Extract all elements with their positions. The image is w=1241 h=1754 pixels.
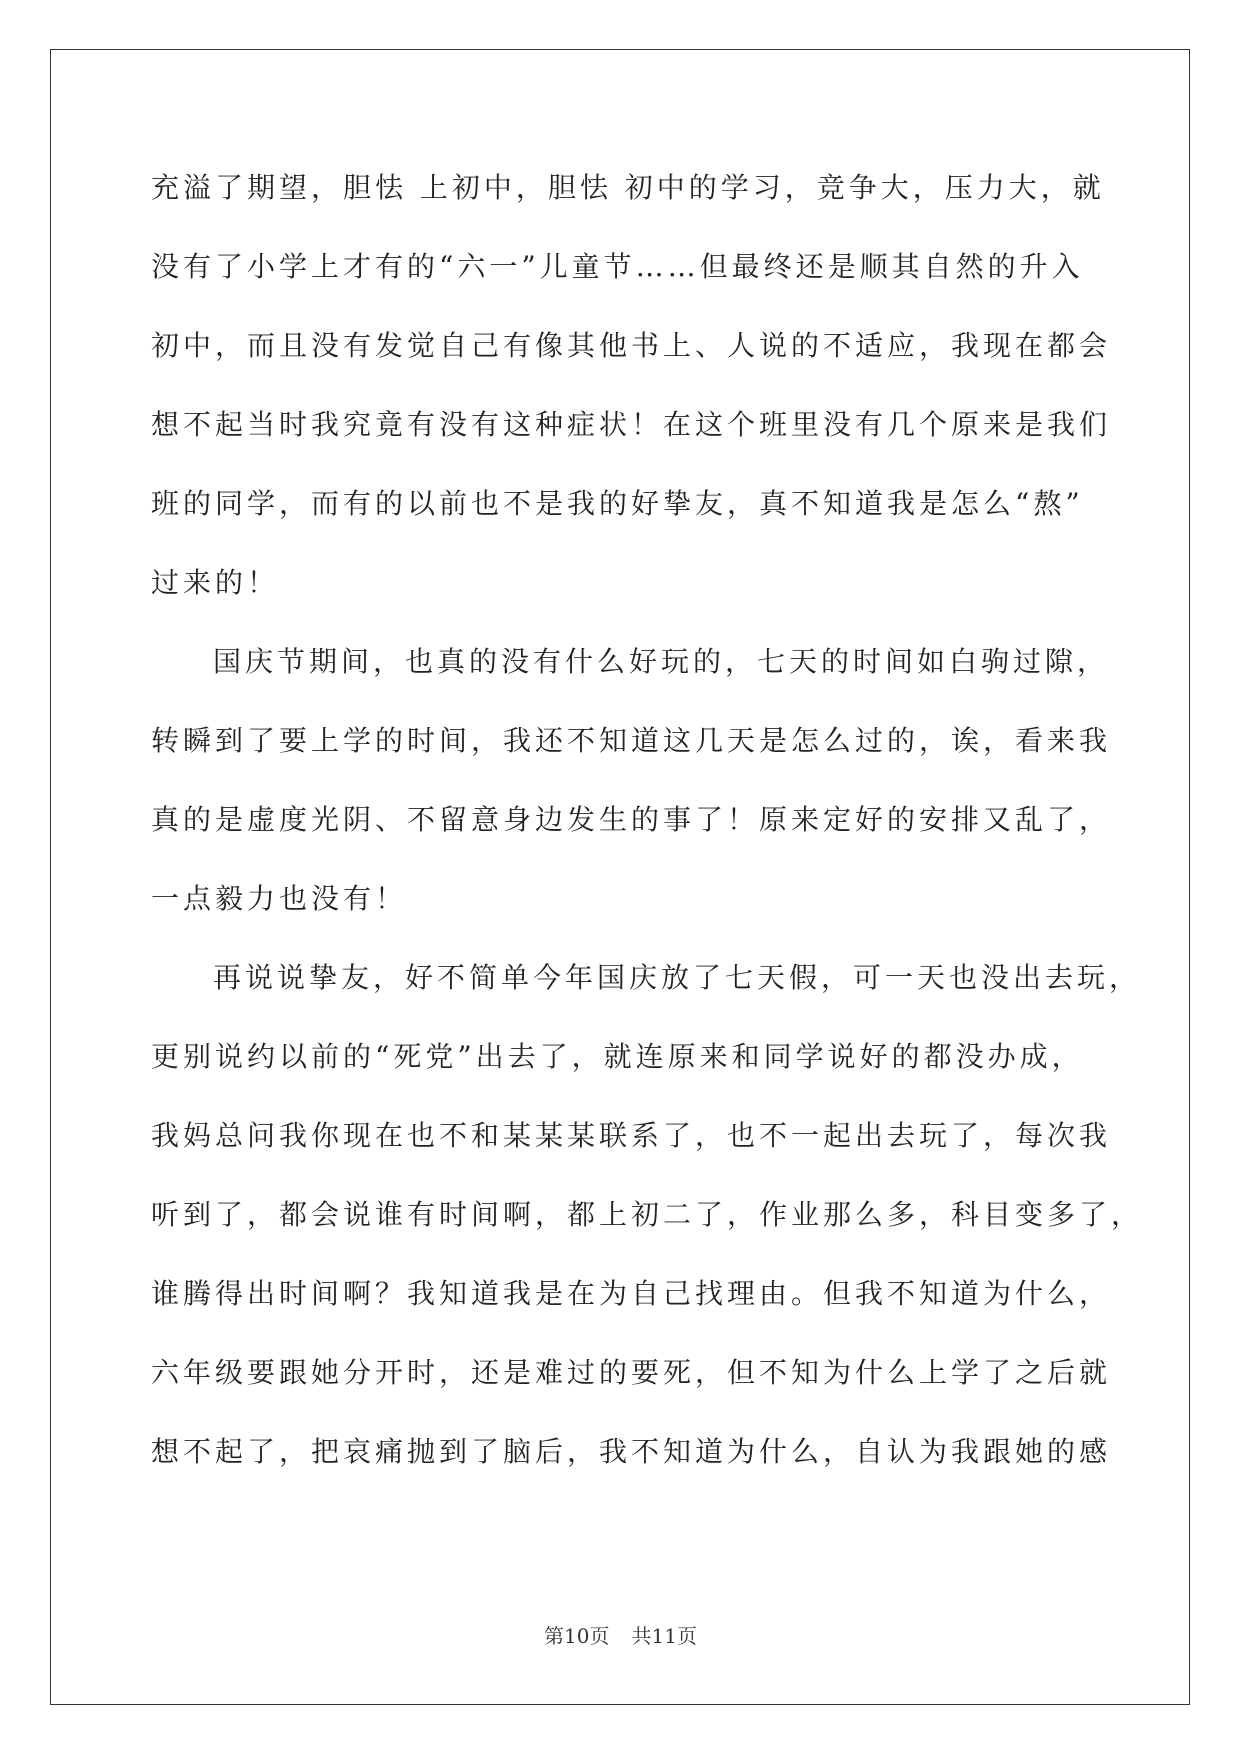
document-body: [151, 163, 1144, 1506]
text-line: 想不起了，把哀痛抛到了脑后，我不知道为什么，自认为我跟她的感: [151, 1435, 1112, 1468]
page-number: 第10页: [544, 1624, 610, 1648]
text-line: 听到了，都会说谁有时间啊，都上初二了，作业那么多，科目变多了，: [151, 1198, 1144, 1231]
text-line: 真的是虚度光阴、不留意身边发生的事了！原来定好的安排又乱了，: [151, 803, 1112, 836]
text-line: 转瞬到了要上学的时间，我还不知道这几天是怎么过的，诶，看来我: [151, 724, 1112, 757]
text-line: 初中，而且没有发觉自己有像其他书上、人说的不适应，我现在都会: [151, 329, 1112, 362]
text-line: 六年级要跟她分开时，还是难过的要死，但不知为什么上学了之后就: [151, 1356, 1112, 1389]
text-line: 没有了小学上才有的“六一”儿童节……但最终还是顺其自然的升入: [151, 250, 1084, 283]
text-line: 过来的！: [151, 566, 280, 599]
paragraph-first-line: 国庆节期间，也真的没有什么好玩的，七天的时间如白驹过隙，: [213, 645, 1110, 678]
text-line: 更别说约以前的“死党”出去了，就连原来和同学说好的都没办成，: [151, 1040, 1084, 1073]
text-line: 我妈总问我你现在也不和某某某联系了，也不一起出去玩了，每次我: [151, 1119, 1112, 1152]
text-line: 充溢了期望，胆怯 上初中，胆怯 初中的学习，竞争大，压力大，就: [151, 171, 1105, 204]
page-footer: [0, 1620, 1241, 1649]
text-line: 谁腾得出时间啊？我知道我是在为自己找理由。但我不知道为什么，: [151, 1277, 1112, 1310]
text-line: 想不起当时我究竟有没有这种症状！在这个班里没有几个原来是我们: [151, 408, 1112, 441]
page-total: 共11页: [631, 1624, 697, 1648]
text-line: 班的同学，而有的以前也不是我的好挚友，真不知道我是怎么“熬”: [151, 487, 1084, 520]
text-line: 一点毅力也没有！: [151, 882, 408, 915]
paragraph-first-line: 再说说挚友，好不简单今年国庆放了七天假，可一天也没出去玩，: [213, 961, 1142, 994]
